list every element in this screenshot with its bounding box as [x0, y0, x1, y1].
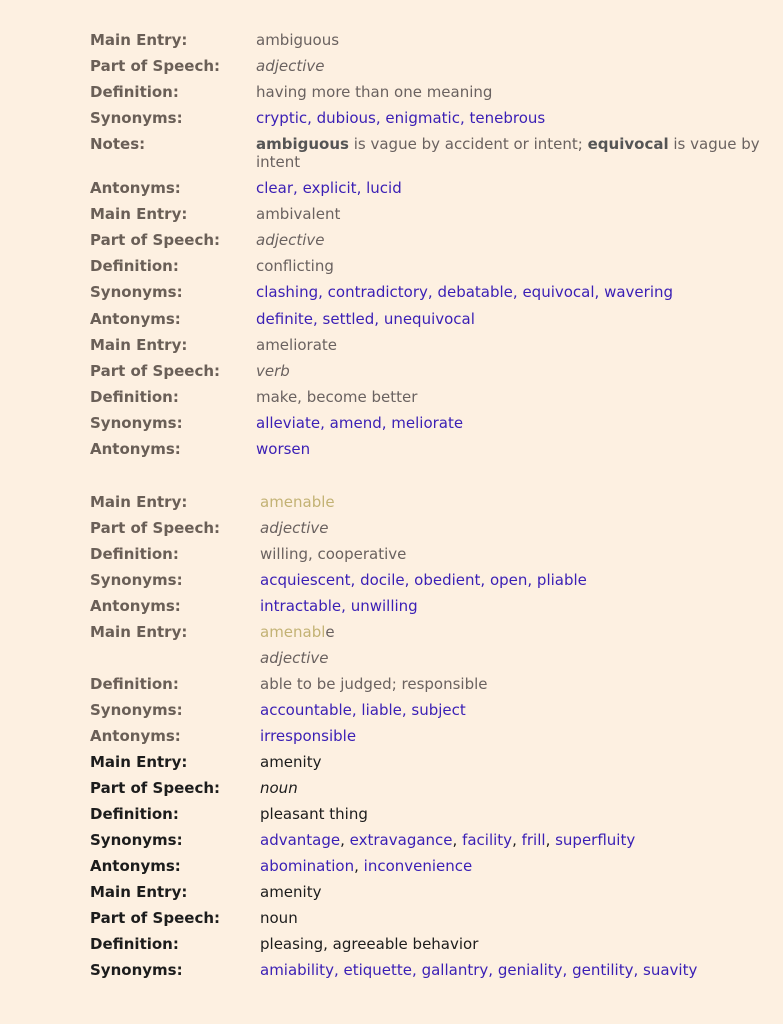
main-entry-value: amenity	[260, 753, 322, 771]
word-link[interactable]: tenebrous	[469, 109, 546, 127]
main-entry-value: ambiguous	[256, 31, 340, 49]
word-link[interactable]: amiability	[260, 961, 334, 979]
main-entry-rest: e	[325, 623, 335, 641]
part-of-speech-value: adjective	[256, 231, 325, 249]
list-separator: ,	[307, 109, 317, 127]
notes-value	[256, 135, 768, 171]
synonyms-label: Synonyms:	[90, 109, 183, 127]
notes-text-2: is vague by intent	[256, 135, 760, 171]
notes-term-2: equivocal	[587, 135, 669, 153]
antonyms-list	[256, 310, 475, 328]
list-separator: ,	[459, 109, 470, 127]
word-link[interactable]: extravagance	[349, 831, 453, 849]
antonyms-label: Antonyms:	[90, 597, 181, 615]
main-entry-label: Main Entry:	[90, 753, 188, 771]
word-link[interactable]: irresponsible	[260, 727, 357, 745]
list-separator: ,	[351, 701, 362, 719]
definition-value: having more than one meaning	[256, 83, 493, 101]
part-of-speech-value: noun	[260, 909, 298, 927]
main-entry-value: ameliorate	[256, 336, 338, 354]
list-separator: ,	[480, 571, 490, 589]
definition-value: make, become better	[256, 388, 418, 406]
word-link[interactable]: clashing	[256, 283, 319, 301]
list-separator: ,	[512, 283, 523, 301]
definition-value: pleasing, agreeable behavior	[260, 935, 479, 953]
word-link[interactable]: amend	[329, 414, 382, 432]
antonyms-label: Antonyms:	[90, 857, 181, 875]
word-link[interactable]: frill	[521, 831, 546, 849]
word-link[interactable]: etiquette	[343, 961, 413, 979]
word-link[interactable]: cryptic	[256, 109, 308, 127]
list-separator: ,	[320, 414, 330, 432]
list-separator: ,	[545, 831, 556, 849]
word-link[interactable]: equivocal	[522, 283, 595, 301]
word-link[interactable]: settled	[322, 310, 375, 328]
word-link[interactable]: contradictory	[327, 283, 428, 301]
list-separator: ,	[427, 283, 438, 301]
word-link[interactable]: definite	[256, 310, 313, 328]
part-of-speech-value: adjective	[256, 57, 325, 75]
word-link[interactable]: liable	[361, 701, 402, 719]
part-of-speech-label: Part of Speech:	[90, 779, 221, 797]
synonyms-label: Synonyms:	[90, 961, 183, 979]
definition-value: able to be judged; responsible	[260, 675, 488, 693]
synonyms-list	[256, 283, 673, 301]
list-separator: ,	[318, 283, 328, 301]
list-separator: ,	[412, 961, 422, 979]
word-link[interactable]: wavering	[604, 283, 674, 301]
antonyms-list	[256, 440, 310, 458]
list-separator: ,	[401, 701, 412, 719]
list-separator: ,	[340, 831, 350, 849]
definition-label: Definition:	[90, 675, 179, 693]
list-separator: ,	[633, 961, 644, 979]
part-of-speech-value: verb	[256, 362, 290, 380]
list-separator: ,	[452, 831, 463, 849]
main-entry-label: Main Entry:	[90, 883, 188, 901]
synonyms-list	[256, 414, 463, 432]
word-link[interactable]: dubious	[316, 109, 376, 127]
list-separator: ,	[354, 857, 364, 875]
synonyms-list	[260, 571, 587, 589]
word-link[interactable]: accountable	[260, 701, 352, 719]
definition-value: pleasant thing	[260, 805, 368, 823]
main-entry-label: Main Entry:	[90, 31, 188, 49]
list-separator: ,	[312, 310, 323, 328]
definition-label: Definition:	[90, 545, 179, 563]
word-link[interactable]: open	[489, 571, 528, 589]
main-entry-label: Main Entry:	[90, 205, 188, 223]
antonyms-list	[260, 857, 472, 875]
antonyms-list	[260, 727, 356, 745]
main-entry-value: amenity	[260, 883, 322, 901]
list-separator: ,	[594, 283, 605, 301]
word-link[interactable]: pliable	[536, 571, 587, 589]
notes-text-1: is vague by accident or intent;	[348, 135, 588, 153]
word-link[interactable]: worsen	[256, 440, 311, 458]
synonyms-label: Synonyms:	[90, 701, 183, 719]
main-entry-label: Main Entry:	[90, 493, 188, 511]
notes-term-1: ambiguous	[256, 135, 349, 153]
list-separator: ,	[333, 961, 344, 979]
list-separator: ,	[512, 831, 522, 849]
part-of-speech-value: adjective	[260, 649, 329, 667]
definition-label: Definition:	[90, 83, 179, 101]
synonyms-list	[256, 109, 545, 127]
word-link[interactable]: docile	[360, 571, 405, 589]
synonyms-list	[260, 831, 635, 849]
word-link[interactable]: intractable	[260, 597, 342, 615]
notes-label: Notes:	[90, 135, 146, 153]
list-separator: ,	[488, 961, 498, 979]
word-link[interactable]: unequivocal	[383, 310, 475, 328]
antonyms-list	[256, 179, 402, 197]
word-link[interactable]: gallantry	[421, 961, 489, 979]
main-entry-value: ambivalent	[256, 205, 341, 223]
main-entry-value: amenable	[260, 493, 335, 511]
main-entry-value	[260, 623, 335, 641]
part-of-speech-value: noun	[260, 779, 298, 797]
word-link[interactable]: alleviate	[256, 414, 321, 432]
antonyms-label: Antonyms:	[90, 440, 181, 458]
main-entry-label: Main Entry:	[90, 336, 188, 354]
part-of-speech-label: Part of Speech:	[90, 231, 221, 249]
main-entry-highlight: amenabl	[260, 623, 326, 641]
list-separator: ,	[341, 597, 351, 615]
word-link[interactable]: clear	[256, 179, 294, 197]
definition-label: Definition:	[90, 388, 179, 406]
part-of-speech-label: Part of Speech:	[90, 519, 221, 537]
list-separator: ,	[375, 109, 386, 127]
word-link[interactable]: meliorate	[391, 414, 464, 432]
word-link[interactable]: subject	[411, 701, 466, 719]
word-link[interactable]: acquiescent	[260, 571, 351, 589]
antonyms-list	[260, 597, 418, 615]
word-link[interactable]: inconvenience	[363, 857, 473, 875]
synonyms-label: Synonyms:	[90, 831, 183, 849]
main-entry-label: Main Entry:	[90, 623, 188, 641]
synonyms-label: Synonyms:	[90, 571, 183, 589]
part-of-speech-value: adjective	[260, 519, 329, 537]
part-of-speech-label: Part of Speech:	[90, 362, 221, 380]
word-link[interactable]: unwilling	[350, 597, 418, 615]
word-link[interactable]: superfluity	[555, 831, 636, 849]
definition-label: Definition:	[90, 257, 179, 275]
list-separator: ,	[374, 310, 384, 328]
list-separator: ,	[404, 571, 415, 589]
word-link[interactable]: geniality	[497, 961, 563, 979]
antonyms-label: Antonyms:	[90, 310, 181, 328]
list-separator: ,	[527, 571, 537, 589]
definition-value: conflicting	[256, 257, 334, 275]
synonyms-list	[260, 701, 466, 719]
list-separator: ,	[562, 961, 573, 979]
synonyms-list	[260, 961, 697, 979]
word-link[interactable]: enigmatic	[385, 109, 460, 127]
list-separator: ,	[293, 179, 303, 197]
word-link[interactable]: abomination	[260, 857, 355, 875]
list-separator: ,	[381, 414, 392, 432]
antonyms-label: Antonyms:	[90, 727, 181, 745]
part-of-speech-label: Part of Speech:	[90, 57, 221, 75]
word-link[interactable]: lucid	[366, 179, 402, 197]
word-link[interactable]: advantage	[260, 831, 341, 849]
definition-label: Definition:	[90, 805, 179, 823]
word-link[interactable]: facility	[462, 831, 513, 849]
list-separator: ,	[350, 571, 361, 589]
synonyms-label: Synonyms:	[90, 414, 183, 432]
word-link[interactable]: debatable	[437, 283, 513, 301]
synonyms-label: Synonyms:	[90, 283, 183, 301]
list-separator: ,	[356, 179, 367, 197]
definition-value: willing, cooperative	[260, 545, 407, 563]
part-of-speech-label: Part of Speech:	[90, 909, 221, 927]
word-link[interactable]: explicit	[302, 179, 357, 197]
definition-label: Definition:	[90, 935, 179, 953]
antonyms-label: Antonyms:	[90, 179, 181, 197]
word-link[interactable]: suavity	[643, 961, 698, 979]
word-link[interactable]: gentility	[572, 961, 634, 979]
word-link[interactable]: obedient	[414, 571, 481, 589]
